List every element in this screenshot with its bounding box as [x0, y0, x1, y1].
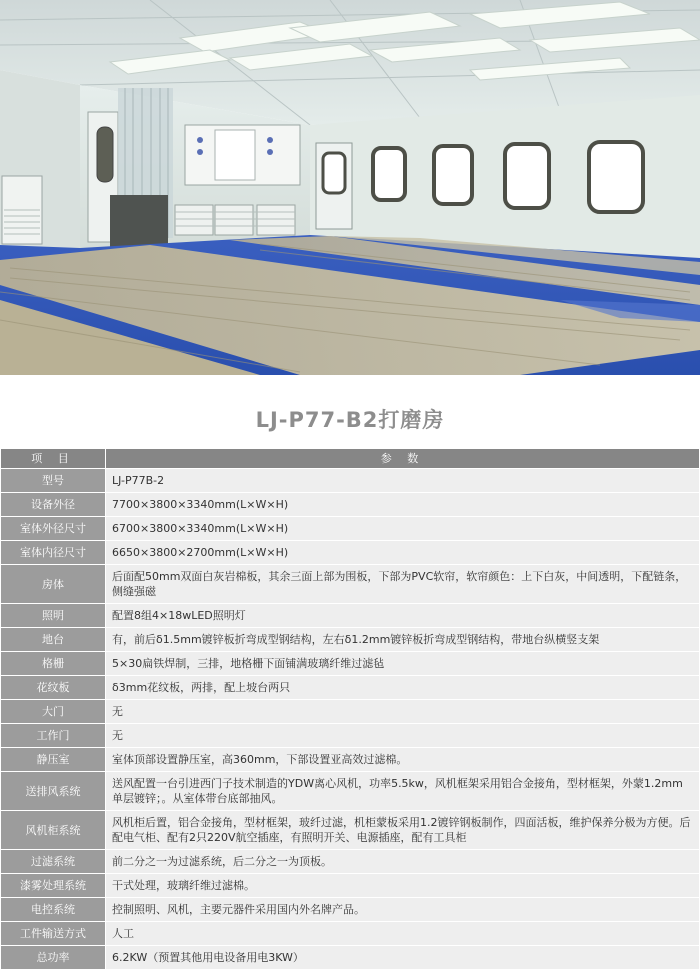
row-value: 7700×3800×3340mm(L×W×H)	[106, 493, 700, 517]
row-value: δ3mm花纹板，两排，配上坡台两只	[106, 676, 700, 700]
table-row	[1, 724, 700, 748]
row-label: 漆雾处理系统	[1, 874, 106, 898]
table-row	[1, 898, 700, 922]
row-value: 前二分之一为过滤系统，后二分之一为顶板。	[106, 850, 700, 874]
row-value: 控制照明、风机，主要元器件采用国内外名牌产品。	[106, 898, 700, 922]
header-item: 项 目	[1, 449, 106, 469]
row-label: 大门	[1, 700, 106, 724]
row-label: 电控系统	[1, 898, 106, 922]
row-label: 照明	[1, 604, 106, 628]
row-value: 6700×3800×3340mm(L×W×H)	[106, 517, 700, 541]
row-value: 人工	[106, 922, 700, 946]
row-label: 风机柜系统	[1, 811, 106, 850]
row-label: 工件输送方式	[1, 922, 106, 946]
table-row	[1, 469, 700, 493]
product-title: LJ-P77-B2打磨房	[255, 408, 445, 432]
row-label: 送排风系统	[1, 772, 106, 811]
row-value: 无	[106, 700, 700, 724]
row-value: 6.2KW（预置其他用电设备用电3KW）	[106, 946, 700, 970]
row-label: 过滤系统	[1, 850, 106, 874]
row-label: 花纹板	[1, 676, 106, 700]
booth-photo	[0, 0, 700, 375]
row-label: 静压室	[1, 748, 106, 772]
table-row	[1, 541, 700, 565]
table-row	[1, 565, 700, 604]
row-label: 工作门	[1, 724, 106, 748]
table-header-row	[1, 449, 700, 469]
row-label: 总功率	[1, 946, 106, 970]
table-row	[1, 850, 700, 874]
row-value: 风机柜后置，铝合金接角，型材框架，玻纤过滤，机柜蒙板采用1.2镀锌钢板制作，四面活板，维护保养分极为方便。后配电气柜、配有2只220V航空插座，有照明开关、电源插座，配有工具柜	[106, 811, 700, 850]
table-row	[1, 922, 700, 946]
table-row	[1, 652, 700, 676]
row-value: 有，前后δ1.5mm镀锌板折弯成型钢结构，左右δ1.2mm镀锌板折弯成型钢结构，带地台纵横竖支架	[106, 628, 700, 652]
header-params: 参 数	[106, 449, 700, 469]
row-value: 无	[106, 724, 700, 748]
table-row	[1, 604, 700, 628]
table-row	[1, 493, 700, 517]
table-row	[1, 748, 700, 772]
table-row	[1, 700, 700, 724]
row-value: LJ-P77B-2	[106, 469, 700, 493]
row-label: 室体外径尺寸	[1, 517, 106, 541]
row-label: 型号	[1, 469, 106, 493]
row-label: 设备外径	[1, 493, 106, 517]
table-row	[1, 946, 700, 970]
row-label: 房体	[1, 565, 106, 604]
row-value: 5×30扁铁焊制，三排，地格栅下面铺满玻璃纤维过滤毡	[106, 652, 700, 676]
row-value: 送风配置一台引进西门子技术制造的YDW离心风机，功率5.5kw，风机框架采用铝合金接角，型材框架，外蒙1.2mm单层镀锌；。从室体带台底部抽风。	[106, 772, 700, 811]
row-value: 干式处理，玻璃纤维过滤棉。	[106, 874, 700, 898]
table-row	[1, 874, 700, 898]
spec-table	[0, 448, 700, 970]
row-value: 配置8组4×18wLED照明灯	[106, 604, 700, 628]
row-label: 地台	[1, 628, 106, 652]
table-row	[1, 811, 700, 850]
table-row	[1, 517, 700, 541]
table-row	[1, 676, 700, 700]
table-row	[1, 628, 700, 652]
row-label: 室体内径尺寸	[1, 541, 106, 565]
row-label: 格栅	[1, 652, 106, 676]
row-value: 室体顶部设置静压室，高360mm，下部设置亚高效过滤棉。	[106, 748, 700, 772]
row-value: 6650×3800×2700mm(L×W×H)	[106, 541, 700, 565]
row-value: 后面配50mm双面白灰岩棉板，其余三面上部为围板，下部为PVC软帘，软帘颜色：上下白灰，中间透明，下配链条，侧缝强磁	[106, 565, 700, 604]
table-row	[1, 772, 700, 811]
